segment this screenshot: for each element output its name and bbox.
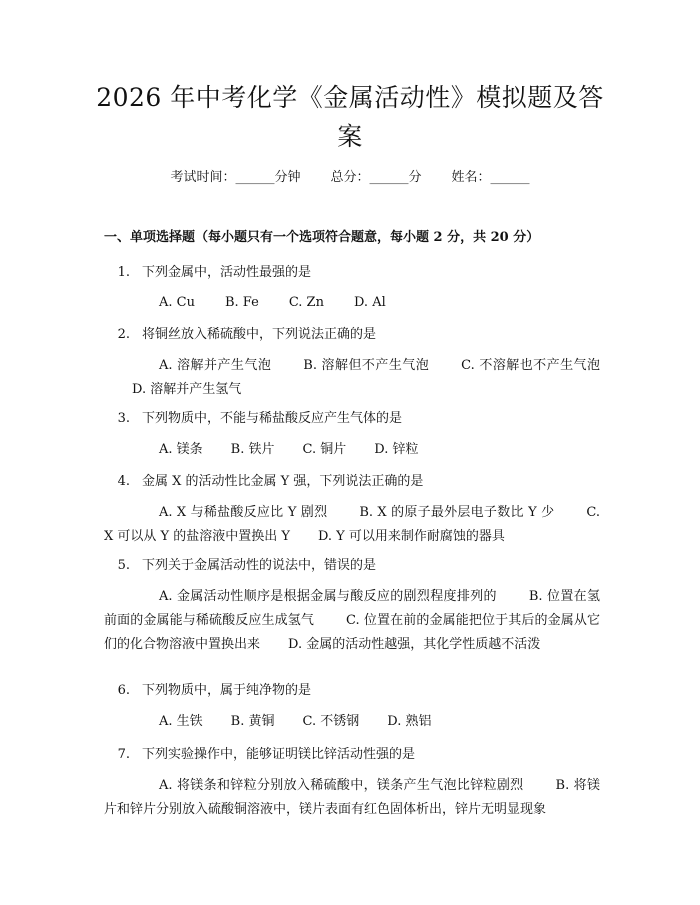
option-b: B. X 的原子最外层电子数比 Y 少 [359,505,555,520]
question-5 [104,555,600,576]
option-d: D. 溶解并产生氢气 [132,382,242,397]
question-stem: 下列物质中，属于纯净物的是 [142,683,312,698]
option-d: D. Al [353,295,386,310]
question-stem: 下列金属中，活动性最强的是 [142,265,312,280]
option-b: B. 将镁片和锌片分别放入硫酸铜溶液中，镁片表面有红色固体析出，锌片无明显现象 [104,778,600,817]
section-heading: 一、单项选择题（每小题只有一个选项符合题意，每小题 2 分，共 20 分） [104,230,540,245]
question-4 [104,471,600,492]
option-a: A. Cu [159,295,195,310]
question-7 [104,744,600,765]
option-c: C. 位置在前的金属能把位于其后的金属从它们的化合物溶液中置换出来 [104,613,600,652]
question-stem: 下列关于金属活动性的说法中，错误的是 [142,558,377,573]
question-number: 5. [117,558,130,573]
question-2 [104,324,600,345]
question-6-options [104,710,600,734]
option-b: B. 铁片 [230,442,275,457]
exam-time: 考试时间：______分钟 [170,170,301,185]
option-b: B. 溶解但不产生气泡 [303,358,430,373]
option-c: C. 不锈钢 [302,714,360,729]
question-4-options [104,501,600,549]
question-stem: 下列物质中，不能与稀盐酸反应产生气体的是 [142,411,403,426]
option-a: A. 镁条 [159,442,203,457]
option-b: B. 位置在氢前面的金属能与稀硫酸反应生成氢气 [104,589,600,628]
question-stem: 下列实验操作中，能够证明镁比锌活动性强的是 [142,747,416,762]
option-a: A. 溶解并产生气泡 [159,358,272,373]
option-d: D. 熟铝 [387,714,432,729]
question-number: 4. [117,474,130,489]
option-a: A. 将镁条和锌粒分别放入稀硫酸中，镁条产生气泡比锌粒剧烈 [159,778,524,793]
exam-name: 姓名：______ [451,170,530,185]
option-c: C. Zn [288,295,324,310]
option-d: D. Y 可以用来制作耐腐蚀的器具 [317,529,505,544]
option-c: C. 不溶解也不产生气泡 [461,358,600,373]
question-number: 7. [117,747,130,762]
question-number: 3. [117,411,130,426]
question-stem: 金属 X 的活动性比金属 Y 强，下列说法正确的是 [142,474,424,489]
question-3 [104,408,600,429]
option-a: A. 生铁 [159,714,203,729]
option-d: D. 金属的活动性越强，其化学性质越不活泼 [288,637,541,652]
question-1 [104,262,600,283]
option-b: B. Fe [224,295,259,310]
option-d: D. 锌粒 [374,442,419,457]
question-2-options [104,354,600,402]
option-b: B. 黄铜 [230,714,275,729]
question-number: 2. [117,327,130,342]
question-7-options [104,774,600,822]
option-c: C. X 可以从 Y 的盐溶液中置换出 Y [104,505,600,544]
option-a: A. 金属活动性顺序是根据金属与酸反应的剧烈程度排列的 [159,589,497,604]
question-1-options [104,291,600,315]
question-6 [104,680,600,701]
question-3-options [104,438,600,462]
exam-meta [0,168,700,188]
question-number: 1. [117,265,130,280]
option-c: C. 铜片 [302,442,347,457]
question-stem: 将铜丝放入稀硫酸中，下列说法正确的是 [142,327,377,342]
question-5-options [104,585,600,657]
exam-score: 总分：______分 [330,170,422,185]
option-a: A. X 与稀盐酸反应比 Y 剧烈 [159,505,328,520]
document-title: 2026 年中考化学《金属活动性》模拟题及答案 [96,83,604,151]
question-number: 6. [117,683,130,698]
